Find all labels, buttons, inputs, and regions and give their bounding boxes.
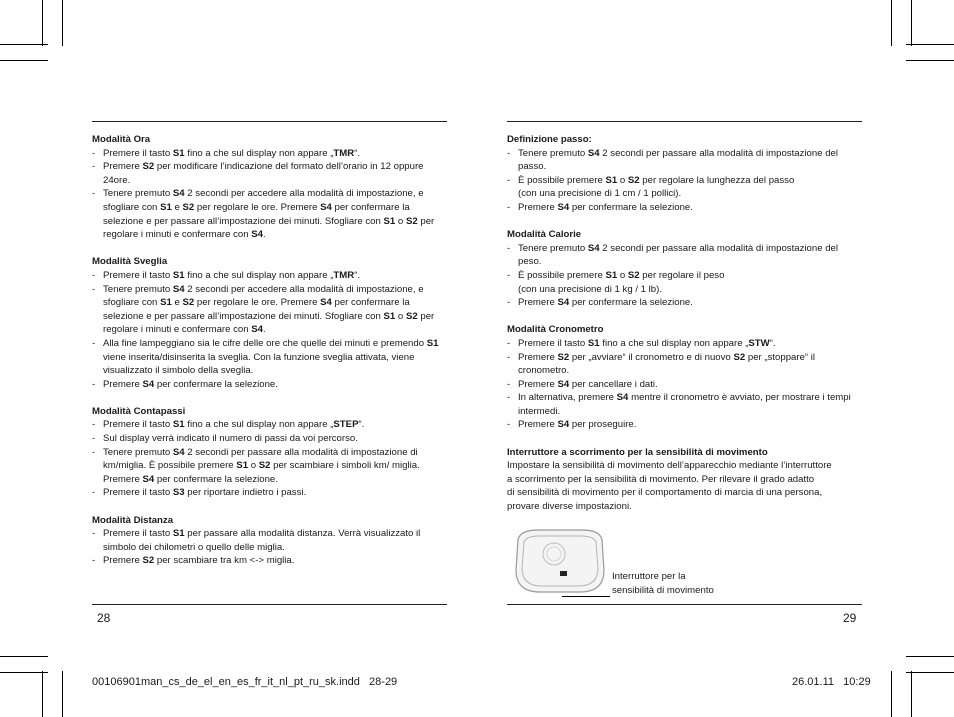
crop-mark bbox=[906, 60, 954, 61]
section-title: Modalità Sveglia bbox=[92, 256, 168, 268]
section bbox=[507, 323, 862, 432]
item-list bbox=[92, 147, 447, 242]
crop-mark bbox=[0, 60, 48, 61]
list-item: - Tenere premuto S4 2 secondi per passare alla modalità di impostazione del peso. bbox=[507, 242, 862, 269]
list-item: - Premere il tasto S1 fino a che sul display non appare „TMR“. bbox=[92, 269, 447, 283]
figure-caption bbox=[612, 570, 742, 597]
key-label: S4 bbox=[172, 188, 185, 200]
section-title: Modalità Cronometro bbox=[507, 324, 604, 336]
section bbox=[92, 405, 447, 500]
list-item: - Premere S4 per confermare la selezione. bbox=[507, 296, 862, 310]
key-label: S1 bbox=[160, 297, 172, 309]
crop-mark bbox=[42, 671, 43, 717]
key-label: S2 bbox=[627, 174, 640, 186]
device-illustration bbox=[510, 526, 610, 596]
item-list bbox=[507, 242, 862, 310]
key-label: S4 bbox=[172, 283, 185, 295]
key-label: STW bbox=[748, 337, 770, 349]
key-label: TMR bbox=[333, 147, 355, 159]
key-label: S1 bbox=[605, 269, 618, 281]
key-label: S1 bbox=[160, 201, 172, 213]
item-list bbox=[92, 418, 447, 500]
key-label: S4 bbox=[587, 147, 600, 159]
list-item: - È possibile premere S1 o S2 per regolare la lunghezza del passo (con una precisione di 1 cm / 1 pollici). bbox=[507, 174, 862, 201]
key-label: S2 bbox=[557, 351, 570, 363]
key-label: S4 bbox=[142, 473, 155, 485]
item-list bbox=[507, 337, 862, 432]
footer-datetime: 26.01.11 10:29 bbox=[792, 676, 871, 688]
key-label: S2 bbox=[405, 215, 418, 227]
crop-mark bbox=[906, 672, 954, 673]
section bbox=[92, 133, 447, 242]
key-label: S4 bbox=[142, 378, 155, 390]
key-label: S2 bbox=[405, 310, 418, 322]
key-label: S4 bbox=[616, 392, 629, 404]
list-item: - Premere S4 per cancellare i dati. bbox=[507, 378, 862, 392]
item-list bbox=[507, 147, 862, 215]
section bbox=[92, 514, 447, 568]
list-item: - Tenere premuto S4 2 secondi per passare alla modalità di impostazione di km/miglia. È possibile premere S1 o S2 per scambiare i simboli km/ miglia. Premere S4 per confermare la selezione. bbox=[92, 446, 447, 487]
key-label: S1 bbox=[172, 419, 185, 431]
crop-mark bbox=[891, 0, 892, 46]
section bbox=[507, 446, 862, 514]
list-item: - Premere S2 per modificare l’indicazione del formato dell’orario in 12 oppure 24ore. bbox=[92, 160, 447, 187]
key-label: S4 bbox=[172, 446, 185, 458]
key-label: S4 bbox=[557, 201, 570, 213]
crop-mark bbox=[0, 672, 48, 673]
section-title: Modalità Ora bbox=[92, 134, 151, 145]
crop-mark bbox=[906, 656, 954, 657]
list-item: - Premere S4 per confermare la selezione. bbox=[507, 201, 862, 215]
crop-mark bbox=[906, 44, 954, 45]
footer-filename: 00106901man_cs_de_el_en_es_fr_it_nl_pt_ru_sk.indd 28-29 bbox=[92, 676, 398, 688]
item-list bbox=[92, 527, 447, 568]
section-title: Modalità Calorie bbox=[507, 229, 582, 241]
key-label: S1 bbox=[426, 337, 439, 349]
crop-mark bbox=[0, 656, 48, 657]
crop-mark bbox=[891, 671, 892, 717]
section-title: Modalità Contapassi bbox=[92, 405, 186, 417]
caption-leader-line bbox=[562, 596, 610, 597]
key-label: S2 bbox=[142, 161, 155, 173]
left-page-content bbox=[92, 133, 447, 582]
key-label: S4 bbox=[251, 324, 263, 336]
list-item: - Premere S4 per proseguire. bbox=[507, 418, 862, 432]
pedometer-back-icon bbox=[510, 526, 610, 596]
list-item: - Premere il tasto S1 per passare alla modalità distanza. Verrà visualizzato il simbolo dei chilometri o quello delle miglia. bbox=[92, 527, 447, 554]
section-title: Definizione passo: bbox=[507, 134, 592, 145]
crop-mark bbox=[62, 0, 63, 46]
paragraph-line: Impostare la sensibilità di movimento dell’apparecchio mediante l’interruttore bbox=[507, 460, 832, 472]
paragraph-line: provare diverse impostazioni. bbox=[507, 501, 632, 513]
key-label: S2 bbox=[627, 269, 640, 281]
paragraph-line: a scorrimento per la sensibilità di movimento. Per rilevare il grado adatto bbox=[507, 473, 815, 485]
caption-line: Interruttore per la bbox=[612, 571, 686, 582]
list-item: - Alla fine lampeggiano sia le cifre delle ore che quelle dei minuti e premendo S1 viene inserita/disinserita la sveglia. Con la funzione sveglia attivata, viene visualizzato il simbolo della sveglia. bbox=[92, 337, 447, 378]
section-title: Interruttore a scorrimento per la sensibilità di movimento bbox=[507, 446, 768, 458]
list-item: - Premere il tasto S3 per riportare indietro i passi. bbox=[92, 486, 447, 500]
list-item: - Tenere premuto S4 2 secondi per accedere alla modalità di impostazione, e sfogliare con S1 e S2 per regolare le ore. Premere S4 per confermare la selezione e per passare all’impostazione dei minuti. Sfogliare con S1 o S2 per regolare i minuti e confermare con S4. bbox=[92, 283, 447, 337]
list-item: - È possibile premere S1 o S2 per regolare il peso (con una precisione di 1 kg / 1 lb). bbox=[507, 269, 862, 296]
section bbox=[507, 228, 862, 310]
key-label: S3 bbox=[172, 487, 185, 499]
key-label: S1 bbox=[605, 174, 618, 186]
key-label: STEP bbox=[333, 419, 359, 431]
key-label: S2 bbox=[733, 351, 746, 363]
list-item: - Premere il tasto S1 fino a che sul display non appare „STW“. bbox=[507, 337, 862, 351]
list-item: - Tenere premuto S4 2 secondi per accedere alla modalità di impostazione, e sfogliare con S1 e S2 per regolare le ore. Premere S4 per confermare la selezione e per passare all’impostazione dei minuti. Sfogliare con S1 o S2 per regolare i minuti e confermare con S4. bbox=[92, 187, 447, 241]
section bbox=[507, 133, 862, 215]
list-item: - Premere S2 per scambiare tra km <-> miglia. bbox=[92, 554, 447, 568]
bottom-rule-right bbox=[507, 604, 862, 605]
key-label: TMR bbox=[333, 269, 355, 281]
key-label: S1 bbox=[383, 310, 396, 322]
key-label: S2 bbox=[142, 555, 155, 567]
key-label: S1 bbox=[172, 269, 185, 281]
key-label: S4 bbox=[557, 378, 570, 390]
crop-mark bbox=[911, 0, 912, 46]
crop-mark bbox=[42, 0, 43, 46]
bottom-rule-left bbox=[92, 604, 447, 605]
top-rule-right bbox=[507, 121, 862, 122]
key-label: S1 bbox=[172, 528, 185, 540]
list-item: - Premere il tasto S1 fino a che sul display non appare „TMR“. bbox=[92, 147, 447, 161]
key-label: S2 bbox=[258, 460, 271, 472]
crop-mark bbox=[62, 671, 63, 717]
list-item: - Sul display verrà indicato il numero di passi da voi percorso. bbox=[92, 432, 447, 446]
paragraph-line: di sensibilità di movimento per il comportamento di marcia di una persona, bbox=[507, 487, 823, 499]
key-label: S4 bbox=[557, 419, 570, 431]
list-item: - Tenere premuto S4 2 secondi per passare alla modalità di impostazione del passo. bbox=[507, 147, 862, 174]
caption-line: sensibilità di movimento bbox=[612, 584, 714, 596]
key-label: S4 bbox=[251, 229, 263, 241]
key-label: S1 bbox=[587, 337, 600, 349]
key-label: S2 bbox=[182, 201, 195, 213]
key-label: S4 bbox=[320, 297, 332, 309]
list-item: - Premere S2 per „avviare“ il cronometro e di nuovo S2 per „stoppare“ il cronometro. bbox=[507, 351, 862, 378]
key-label: S4 bbox=[587, 242, 600, 254]
key-label: S1 bbox=[383, 215, 396, 227]
list-item: - Premere il tasto S1 fino a che sul display non appare „STEP“. bbox=[92, 418, 447, 432]
crop-mark bbox=[911, 671, 912, 717]
right-page-content bbox=[507, 133, 862, 527]
section bbox=[92, 255, 447, 391]
item-list bbox=[92, 269, 447, 391]
list-item: - In alternativa, premere S4 mentre il cronometro è avviato, per mostrare i tempi intermedi. bbox=[507, 391, 862, 418]
top-rule-left bbox=[92, 121, 447, 122]
key-label: S4 bbox=[557, 297, 570, 309]
section-title: Modalità Distanza bbox=[92, 514, 174, 526]
key-label: S1 bbox=[236, 460, 249, 472]
key-label: S1 bbox=[172, 147, 185, 159]
page-number-left: 28 bbox=[97, 611, 111, 625]
key-label: S2 bbox=[182, 297, 195, 309]
list-item: - Premere S4 per confermare la selezione. bbox=[92, 378, 447, 392]
page-number-right: 29 bbox=[843, 611, 857, 625]
key-label: S4 bbox=[320, 201, 332, 213]
crop-mark bbox=[0, 44, 48, 45]
